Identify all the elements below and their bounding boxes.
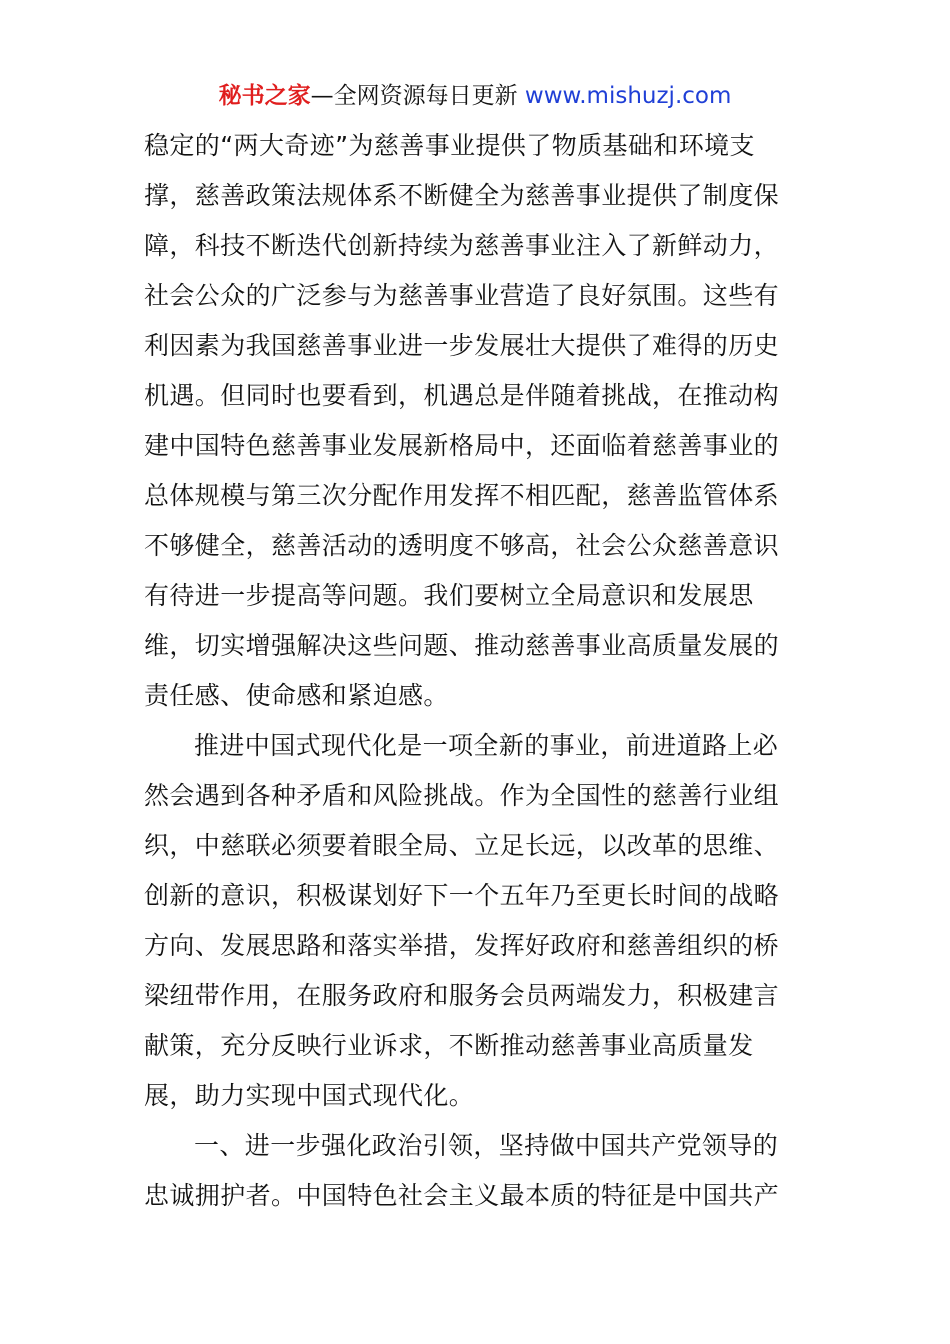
- text-line: 稳定的“两大奇迹”为慈善事业提供了物质基础和环境支: [144, 131, 755, 160]
- section-heading-line: 一、进一步强化政治引领，坚持做中国共产党领导的: [194, 1131, 779, 1160]
- text-line: 障，科技不断迭代创新持续为慈善事业注入了新鲜动力，: [144, 231, 780, 260]
- text-line: 责任感、使命感和紧迫感。: [144, 681, 449, 710]
- text-line: 建中国特色慈善事业发展新格局中，还面临着慈善事业的: [144, 431, 780, 460]
- text-line: 方向、发展思路和落实举措，发挥好政府和慈善组织的桥: [144, 931, 780, 960]
- text-line: 忠诚拥护者。中国特色社会主义最本质的特征是中国共产: [144, 1181, 780, 1210]
- text-line: 创新的意识，积极谋划好下一个五年乃至更长时间的战略: [144, 881, 780, 910]
- text-line: 不够健全，慈善活动的透明度不够高，社会公众慈善意识: [144, 531, 780, 560]
- text-line: 献策，充分反映行业诉求，不断推动慈善事业高质量发: [144, 1031, 754, 1060]
- site-header: [0, 80, 950, 112]
- text-line: 撑，慈善政策法规体系不断健全为慈善事业提供了制度保: [144, 181, 780, 210]
- text-line: 然会遇到各种矛盾和风险挑战。作为全国性的慈善行业组: [144, 781, 780, 810]
- text-line: 总体规模与第三次分配作用发挥不相匹配，慈善监管体系: [144, 481, 780, 510]
- text-line: 织，中慈联必须要着眼全局、立足长远，以改革的思维、: [144, 831, 780, 860]
- text-line: 展，助力实现中国式现代化。: [144, 1081, 475, 1110]
- text-line: 利因素为我国慈善事业进一步发展壮大提供了难得的历史: [144, 331, 780, 360]
- site-url-link[interactable]: www.mishuzj.com: [524, 83, 732, 109]
- text-line: 机遇。但同时也要看到，机遇总是伴随着挑战，在推动构: [144, 381, 780, 410]
- brand-name: 秘书之家: [218, 83, 311, 109]
- text-line: 社会公众的广泛参与为慈善事业营造了良好氛围。这些有: [144, 281, 780, 310]
- text-line: 有待进一步提高等问题。我们要树立全局意识和发展思: [144, 581, 754, 610]
- text-line: 维，切实增强解决这些问题、推动慈善事业高质量发展的: [144, 631, 780, 660]
- text-line: 梁纽带作用，在服务政府和服务会员两端发力，积极建言: [144, 981, 780, 1010]
- document-body: [144, 121, 808, 1221]
- header-tagline: —全网资源每日更新: [310, 83, 518, 109]
- paragraph-first-line: 推进中国式现代化是一项全新的事业，前进道路上必: [194, 731, 779, 760]
